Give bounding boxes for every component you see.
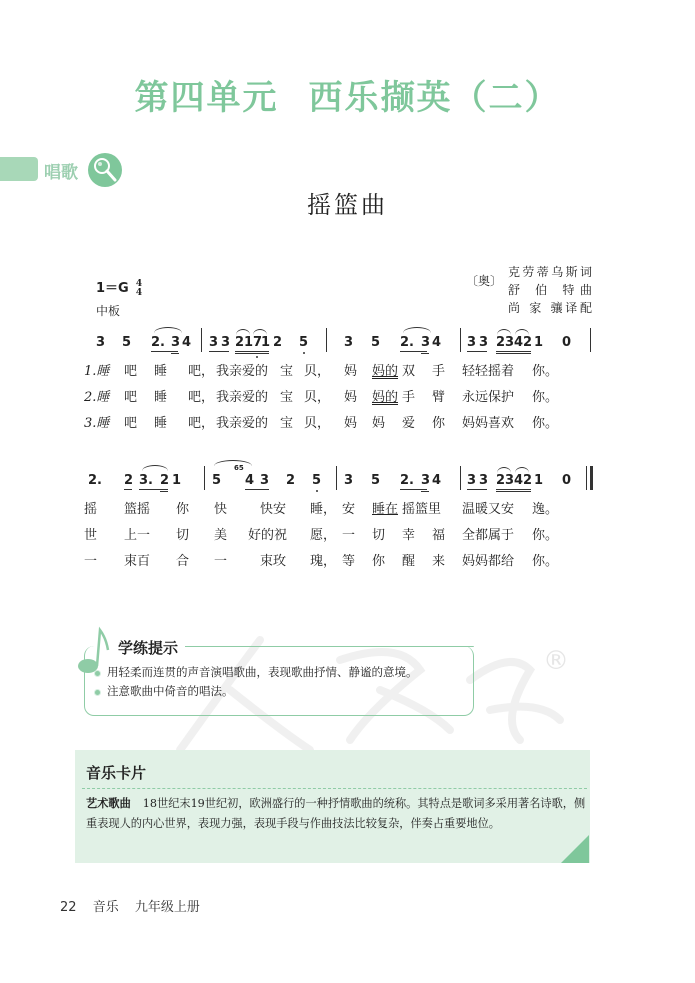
lyrics-verse-3-line-1: 3.睡 吧 睡 吧， 我亲爱的 宝 贝， 妈 妈 爱 你 妈妈喜欢 你。 — [84, 416, 559, 431]
card-divider — [82, 788, 587, 789]
section-label: 唱歌 — [44, 163, 78, 183]
composer-country: 〔奥〕 — [466, 274, 503, 288]
lyrics-verse-2-line-2: 世 上一 切 美 好的祝 愿， 一 切 幸 福 全都属于 你。 — [84, 528, 559, 543]
tips-title: 学练提示 — [118, 639, 179, 657]
key-label: 1＝G — [96, 281, 129, 296]
composer-credit: 舒 伯 特曲 — [508, 283, 592, 297]
song-credits — [508, 263, 592, 317]
card-term: 艺术歌曲 — [86, 797, 131, 810]
score-line-1: 3 5 2. 3 4 3 3 2 1 7 1 2 5 3 5 2. 3 4 3 3 2 3 4 2 1 0 — [96, 332, 596, 354]
section-tab-marker — [0, 157, 38, 181]
page-fold-corner — [561, 835, 589, 863]
score-line-2: 2. 2 3. 2 1 5 65 4 3 2 5 3 5 2. 3 4 3 3 2 3 4 2 1 0 — [96, 470, 596, 492]
tip-item: 用轻柔而连贯的声音演唱歌曲，表现歌曲抒情、静谧的意境。 — [94, 664, 418, 680]
translator-credit: 尚 家 骧译配 — [508, 301, 592, 315]
book-label: 九年级上册 — [134, 900, 200, 915]
time-signature: 4 4 — [135, 278, 143, 298]
card-body — [86, 794, 586, 834]
registered-mark: ® — [543, 646, 569, 676]
subject-label: 音乐 — [92, 900, 119, 915]
lyrics-verse-3-line-2: 一 束百 合 一 束玫 瑰， 等 你 醒 来 妈妈都给 你。 — [84, 554, 559, 569]
lyrics-verse-1-line-1: 1.睡 吧 睡 吧， 我亲爱的 宝 贝， 妈 妈的 双 手 轻轻摇着 你。 — [84, 364, 559, 379]
lyrics-verse-2-line-1: 2.睡 吧 睡 吧， 我亲爱的 宝 贝， 妈 妈的 手 臂 永远保护 你。 — [84, 390, 559, 405]
card-definition: 18世纪末19世纪初，欧洲盛行的一种抒情歌曲的统称。其特点是歌词多采用著名诗歌，侧重表现人的内心世界，表现力强，表现手段与作曲技法比较复杂，伴奏占重要地位。 — [86, 797, 586, 830]
card-title: 音乐卡片 — [86, 764, 147, 782]
bullet-icon — [94, 670, 101, 677]
page-number: 22 — [60, 900, 77, 915]
tip-item: 注意歌曲中倚音的唱法。 — [94, 683, 234, 699]
key-signature — [96, 277, 142, 298]
lyricist-credit: 克劳蒂乌斯词 — [508, 265, 592, 279]
song-title: 摇篮曲 — [307, 191, 388, 219]
unit-number: 第四单元 — [134, 78, 279, 118]
page-footer — [60, 896, 212, 915]
unit-title — [0, 70, 695, 119]
unit-name: 西乐撷英（二） — [308, 78, 561, 118]
lyrics-verse-1-line-2: 摇 篮摇 你 快 快安 睡， 安 睡在 摇篮里 温暖又安 逸。 — [84, 502, 559, 517]
microphone-icon — [88, 153, 122, 187]
tempo-marking: 中板 — [96, 304, 121, 318]
bullet-icon — [94, 689, 101, 696]
grace-note: 65 — [234, 464, 244, 472]
